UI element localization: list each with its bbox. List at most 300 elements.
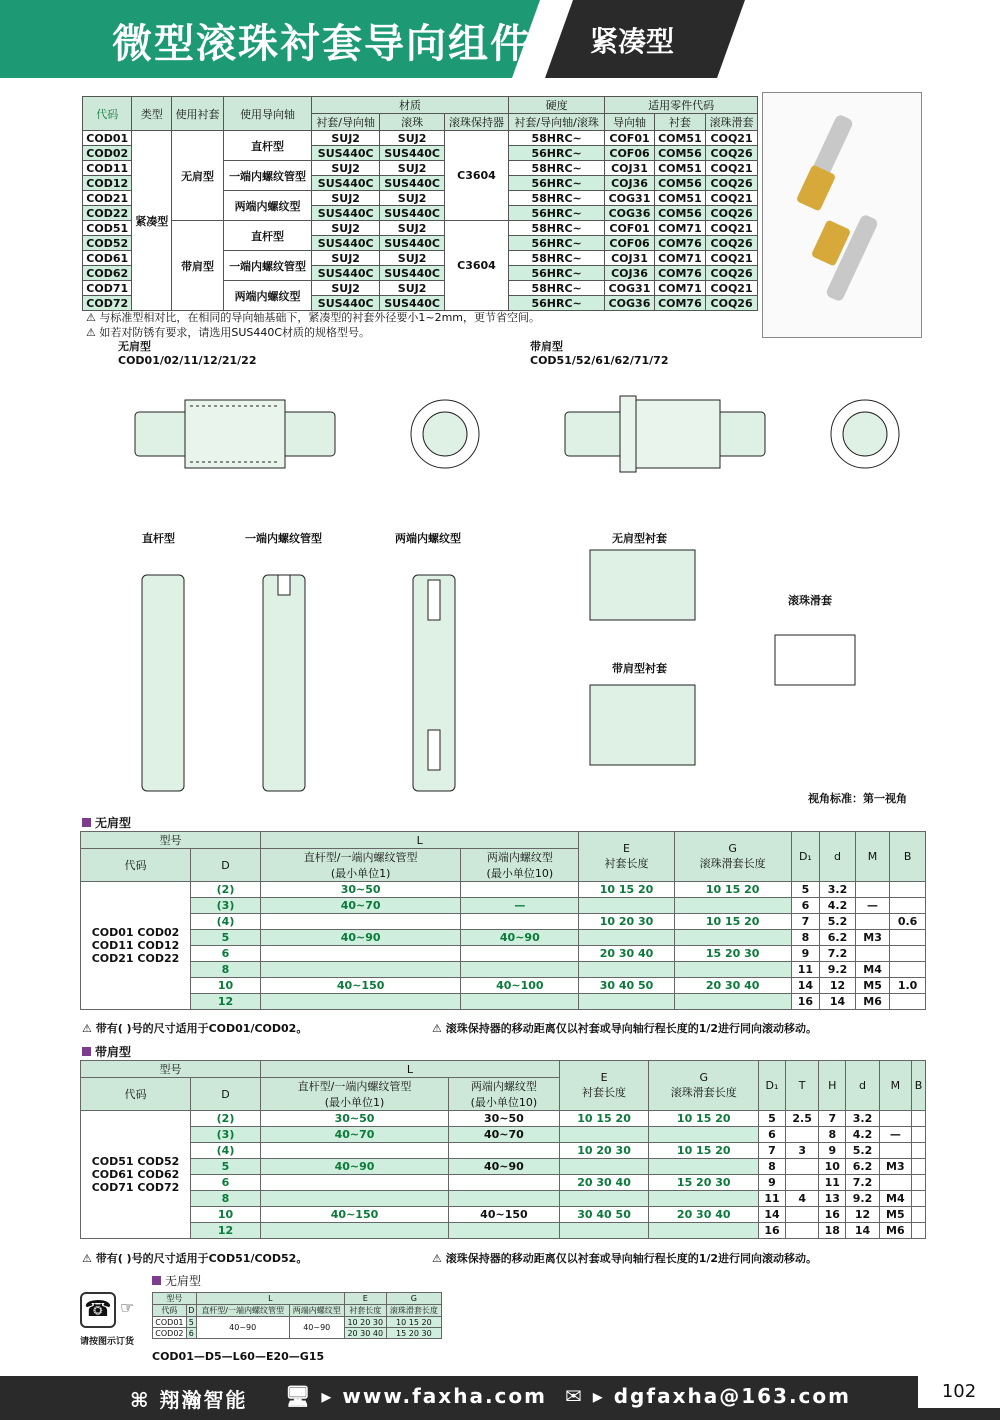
cell: SUJ2 — [380, 191, 445, 206]
cell: SUJ2 — [312, 191, 380, 206]
cell: 16 — [759, 1223, 786, 1239]
cell: 20 30 40 — [649, 1207, 759, 1223]
cell: COD72 — [83, 296, 132, 311]
col-type: 类型 — [132, 97, 172, 131]
cell — [261, 914, 461, 930]
cell: COD01 — [83, 131, 132, 146]
o-h-L2: 两端内螺纹型 — [289, 1305, 344, 1317]
cell: SUJ2 — [312, 221, 380, 236]
table-row — [81, 1191, 926, 1207]
nosh-title-text: 无肩型 — [118, 340, 151, 353]
table-row — [81, 1127, 926, 1143]
cell — [559, 1159, 648, 1175]
cell: 10 — [191, 1207, 261, 1223]
cell: 5 — [759, 1111, 786, 1127]
o-L1: 40~90 — [196, 1317, 289, 1339]
cell: (3) — [191, 1127, 261, 1143]
cell — [890, 930, 926, 946]
notes-block — [86, 310, 540, 340]
table-row — [81, 962, 926, 978]
lbl-slide: 滚珠滑套 — [788, 594, 832, 607]
h-L1-a: 直杆型/一端内螺纹管型 — [303, 851, 418, 864]
sh-codes: COD51/52/61/62/71/72 — [530, 354, 669, 367]
cell: SUS440C — [312, 176, 380, 191]
cell — [785, 1127, 819, 1143]
cell: COQ21 — [706, 131, 758, 146]
cell — [911, 1143, 925, 1159]
cell: 1.0 — [890, 978, 926, 994]
h-D: D — [191, 1078, 261, 1111]
cell: M6 — [879, 1223, 911, 1239]
cell — [559, 1127, 648, 1143]
note-text: 与标准型相对比，在相同的导向轴基础下，紧凑型的衬套外径要小1~2mm，更节省空间。 — [99, 311, 541, 324]
cell — [855, 946, 889, 962]
order-table — [152, 1292, 442, 1339]
table-row — [81, 930, 926, 946]
table-row — [81, 1143, 926, 1159]
cell: 56HRC~ — [508, 236, 604, 251]
cell: (4) — [191, 1143, 261, 1159]
cell — [785, 1207, 819, 1223]
table-row — [81, 898, 926, 914]
cell: 9 — [791, 946, 819, 962]
cell — [461, 994, 579, 1010]
cell: 58HRC~ — [508, 131, 604, 146]
note-item: ⚠ 与标准型相对比，在相同的导向轴基础下，紧凑型的衬套外径要小1~2mm，更节省空间。 — [86, 311, 541, 324]
cell: 10 15 20 — [559, 1111, 648, 1127]
cell: SUJ2 — [380, 281, 445, 296]
h-T: T — [785, 1061, 819, 1111]
cell: 20 30 40 — [579, 946, 674, 962]
cell: COJ31 — [605, 251, 654, 266]
o-E: 10 20 30 — [344, 1317, 386, 1328]
cell: 3.2 — [846, 1111, 880, 1127]
cell: 56HRC~ — [508, 266, 604, 281]
cell: 16 — [791, 994, 819, 1010]
cell — [261, 1223, 449, 1239]
h-L2 — [449, 1078, 560, 1111]
h-E-text: 衬套长度 — [604, 857, 649, 870]
table-row — [81, 994, 926, 1010]
cell: COF01 — [605, 221, 654, 236]
note-text: 带有( )号的尺寸适用于COD51/COD52。 — [95, 1252, 308, 1265]
col-bushing: 使用衬套 — [172, 97, 224, 131]
cell — [579, 898, 674, 914]
lbl-one: 一端内螺纹管型 — [245, 532, 322, 545]
o-h-G: G — [386, 1293, 441, 1305]
cell: (4) — [191, 914, 261, 930]
cell: SUJ2 — [312, 131, 380, 146]
cell: SUS440C — [312, 146, 380, 161]
h-E-letter: E — [600, 1071, 608, 1084]
cell: 40~70 — [261, 898, 461, 914]
cell: 9 — [759, 1175, 786, 1191]
cell: COJ36 — [605, 176, 654, 191]
h-H: H — [819, 1061, 846, 1111]
cell: 4.2 — [846, 1127, 880, 1143]
sh-title — [530, 338, 669, 367]
cell: 4 — [785, 1191, 819, 1207]
cell: COD52 — [83, 236, 132, 251]
cell: 58HRC~ — [508, 281, 604, 296]
lbl-bush-nosh: 无肩型衬套 — [612, 532, 667, 545]
cell — [449, 1175, 560, 1191]
cell: 11 — [819, 1175, 846, 1191]
cell — [674, 962, 791, 978]
cell: COQ26 — [706, 266, 758, 281]
cell — [261, 994, 461, 1010]
col-p-shaft: 导向轴 — [605, 114, 654, 131]
cell: SUJ2 — [380, 251, 445, 266]
h-L2 — [461, 849, 579, 882]
cell: 带肩型 — [172, 221, 224, 311]
cell: 16 — [819, 1207, 846, 1223]
cell: SUS440C — [380, 236, 445, 251]
cell: COM71 — [654, 281, 705, 296]
cell — [890, 882, 926, 898]
cell: 10 15 20 — [674, 882, 791, 898]
h-L2-a: 两端内螺纹型 — [470, 1080, 537, 1093]
cell: COQ21 — [706, 281, 758, 296]
cell: 56HRC~ — [508, 206, 604, 221]
section-title: 带肩型 — [95, 1045, 132, 1059]
pointing-hand-icon: ☞ — [120, 1298, 135, 1317]
table-row — [81, 882, 926, 898]
cell: C3604 — [445, 131, 509, 221]
web-text: www.faxha.com — [342, 1384, 547, 1408]
cell: — — [879, 1127, 911, 1143]
note-sh-b: ⚠ 滚珠保持器的移动距离仅以衬套或导向轴行程长度的1/2进行同向滚动移动。 — [432, 1252, 818, 1265]
table-no-shoulder — [80, 831, 926, 1010]
cell: 7 — [819, 1111, 846, 1127]
spec-row — [83, 131, 758, 146]
cell: 0.6 — [890, 914, 926, 930]
table-row — [81, 978, 926, 994]
cell: 紧凑型 — [132, 131, 172, 311]
section-title: 无肩型 — [165, 1274, 202, 1288]
cell: COM56 — [654, 176, 705, 191]
cell: 6 — [191, 1175, 261, 1191]
cell: SUS440C — [312, 236, 380, 251]
cell: C3604 — [445, 221, 509, 311]
cell — [785, 1223, 819, 1239]
cell: 30 40 50 — [559, 1207, 648, 1223]
lbl-bush-sh: 带肩型衬套 — [612, 662, 667, 675]
cell: 40~150 — [449, 1207, 560, 1223]
col-m-retainer: 滚珠保持器 — [445, 114, 509, 131]
h-D1: D₁ — [791, 832, 819, 882]
cell — [261, 1175, 449, 1191]
h-d: d — [846, 1061, 880, 1111]
cell — [890, 962, 926, 978]
footer — [0, 1376, 1000, 1420]
cell: COQ21 — [706, 221, 758, 236]
cell: 40~150 — [261, 1207, 449, 1223]
cell: SUS440C — [380, 146, 445, 161]
col-hardness: 硬度 — [508, 97, 604, 114]
cell: M3 — [855, 930, 889, 946]
cell: COD21 — [83, 191, 132, 206]
o-code: COD02 — [153, 1328, 187, 1339]
cell — [261, 1143, 449, 1159]
cell: 8 — [759, 1159, 786, 1175]
cell: 6 — [759, 1127, 786, 1143]
note-item: ⚠ 如若对防锈有要求，请选用SUS440C材质的规格型号。 — [86, 326, 371, 339]
cell: COG36 — [605, 296, 654, 311]
cell: COQ21 — [706, 161, 758, 176]
col-p-bush: 衬套 — [654, 114, 705, 131]
cell — [911, 1175, 925, 1191]
table-row — [81, 1207, 926, 1223]
cell: M5 — [879, 1207, 911, 1223]
cell: 10 20 30 — [559, 1143, 648, 1159]
h-L1-a: 直杆型/一端内螺纹管型 — [297, 1080, 412, 1093]
o-G: 10 15 20 — [386, 1317, 441, 1328]
cell: 30 40 50 — [579, 978, 674, 994]
cell: COM56 — [654, 146, 705, 161]
o-h-L1: 直杆型/一端内螺纹管型 — [196, 1305, 289, 1317]
cell: SUJ2 — [312, 161, 380, 176]
cell: SUJ2 — [380, 221, 445, 236]
cell: 12 — [846, 1207, 880, 1223]
lbl-straight: 直杆型 — [142, 532, 175, 545]
cell: COM51 — [654, 191, 705, 206]
cell: 5.2 — [820, 914, 856, 930]
o-G: 15 20 30 — [386, 1328, 441, 1339]
h-L2-b: (最小单位10) — [470, 1096, 538, 1109]
o-code: COD01 — [153, 1317, 187, 1328]
o-E: 20 30 40 — [344, 1328, 386, 1339]
cell: M4 — [855, 962, 889, 978]
page-header — [0, 0, 1000, 78]
cell — [559, 1223, 648, 1239]
o-h-code: 代码 — [153, 1305, 187, 1317]
cell — [461, 946, 579, 962]
h-B: B — [911, 1061, 925, 1111]
spec-table — [82, 96, 758, 311]
cell — [674, 898, 791, 914]
cell: 40~150 — [261, 978, 461, 994]
h-M: M — [879, 1061, 911, 1111]
cell: 12 — [191, 1223, 261, 1239]
cell — [559, 1191, 648, 1207]
table-row — [81, 1223, 926, 1239]
h-L1-b: (最小单位1) — [330, 867, 391, 880]
mail-text: dgfaxha@163.com — [613, 1384, 851, 1408]
cell: M5 — [855, 978, 889, 994]
cell: 40~90 — [261, 1159, 449, 1175]
note-text: 滚珠保持器的移动距离仅以衬套或导向轴行程长度的1/2进行同向滚动移动。 — [445, 1022, 818, 1035]
h-L: L — [261, 1061, 560, 1078]
cell: 9.2 — [846, 1191, 880, 1207]
cell — [579, 994, 674, 1010]
o-h-model: 型号 — [153, 1293, 197, 1305]
brand-text: 翔瀚智能 — [159, 1388, 248, 1412]
cell — [461, 914, 579, 930]
cell: (2) — [191, 1111, 261, 1127]
h-d: d — [820, 832, 856, 882]
cell: COQ26 — [706, 176, 758, 191]
cell — [890, 898, 926, 914]
h-G-letter: G — [699, 1071, 708, 1084]
o-D: 6 — [186, 1328, 196, 1339]
cell: M4 — [879, 1191, 911, 1207]
cell — [879, 1143, 911, 1159]
page-title: 微型滚珠衬套导向组件 — [112, 21, 532, 67]
cell: COD11 — [83, 161, 132, 176]
lbl-two: 两端内螺纹型 — [395, 532, 461, 545]
h-G — [674, 832, 791, 882]
cell: COG31 — [605, 191, 654, 206]
h-L1 — [261, 849, 461, 882]
col-material: 材质 — [312, 97, 509, 114]
cell: 58HRC~ — [508, 191, 604, 206]
cell: 无肩型 — [172, 131, 224, 221]
cell — [261, 962, 461, 978]
table-shoulder — [80, 1060, 926, 1239]
cell: COQ26 — [706, 296, 758, 311]
cell: SUS440C — [380, 266, 445, 281]
cell — [911, 1159, 925, 1175]
cell: COQ21 — [706, 191, 758, 206]
cell: 8 — [791, 930, 819, 946]
cell: 一端内螺纹管型 — [223, 161, 311, 191]
note-text: 滚珠保持器的移动距离仅以衬套或导向轴行程长度的1/2进行同向滚动移动。 — [445, 1252, 818, 1265]
note-text: 如若对防锈有要求，请选用SUS440C材质的规格型号。 — [99, 326, 371, 339]
h-code: 代码 — [81, 1078, 191, 1111]
cell — [649, 1223, 759, 1239]
technical-drawing — [80, 340, 922, 810]
cell: 11 — [759, 1191, 786, 1207]
cell: 10 15 20 — [579, 882, 674, 898]
cell: 20 30 40 — [559, 1175, 648, 1191]
cell: COG36 — [605, 206, 654, 221]
table-row — [81, 914, 926, 930]
cell: 40~70 — [261, 1127, 449, 1143]
cell: COD62 — [83, 266, 132, 281]
cell — [911, 1223, 925, 1239]
cell: COF06 — [605, 236, 654, 251]
cell: COJ36 — [605, 266, 654, 281]
h-G-text: 滚珠滑套长度 — [699, 857, 766, 870]
footer-web: 🖥 ▸ www.faxha.com — [285, 1384, 547, 1408]
o-h-Eb: 衬套长度 — [344, 1305, 386, 1317]
cell: SUS440C — [312, 296, 380, 311]
cell — [785, 1159, 819, 1175]
cell — [674, 994, 791, 1010]
cell: SUJ2 — [380, 161, 445, 176]
note-nosh-a: ⚠ 带有( )号的尺寸适用于COD01/COD02。 — [82, 1022, 308, 1035]
cell: 10 20 30 — [579, 914, 674, 930]
cell — [649, 1127, 759, 1143]
table-row — [81, 1175, 926, 1191]
cell: SUS440C — [380, 296, 445, 311]
cell: SUJ2 — [312, 251, 380, 266]
cell: 18 — [819, 1223, 846, 1239]
cell: 14 — [791, 978, 819, 994]
note-text: 带有( )号的尺寸适用于COD01/COD02。 — [95, 1022, 308, 1035]
col-h-sub: 衬套/导向轴/滚珠 — [508, 114, 604, 131]
h-G-letter: G — [728, 842, 737, 855]
cell: 8 — [819, 1127, 846, 1143]
cell — [911, 1191, 925, 1207]
cell: 9 — [819, 1143, 846, 1159]
cell: 15 20 30 — [674, 946, 791, 962]
cell: COM51 — [654, 161, 705, 176]
cell: (2) — [191, 882, 261, 898]
h-model: 型号 — [81, 1061, 261, 1078]
cell: 10 15 20 — [649, 1111, 759, 1127]
cell: COQ26 — [706, 236, 758, 251]
page-number: 102 — [918, 1376, 1000, 1408]
cell: 两端内螺纹型 — [223, 281, 311, 311]
cell: — — [461, 898, 579, 914]
cell: — — [855, 898, 889, 914]
cell: COM76 — [654, 266, 705, 281]
cell: 12 — [191, 994, 261, 1010]
cell — [261, 1191, 449, 1207]
cell: 10 — [819, 1159, 846, 1175]
cell: 6.2 — [820, 930, 856, 946]
cell: COD51 — [83, 221, 132, 236]
cell: 58HRC~ — [508, 161, 604, 176]
cell: 10 — [191, 978, 261, 994]
cell: 直杆型 — [223, 221, 311, 251]
o-h-Gb: 滚珠滑套长度 — [386, 1305, 441, 1317]
cell: 7 — [759, 1143, 786, 1159]
col-shaft: 使用导向轴 — [223, 97, 311, 131]
cell: 10 15 20 — [649, 1143, 759, 1159]
cell: SUS440C — [380, 176, 445, 191]
cell — [261, 946, 461, 962]
cell: COD51 COD52 COD61 COD62 COD71 COD72 — [81, 1111, 191, 1239]
order-caption: 请按图示订货 — [80, 1337, 135, 1347]
cell: COF01 — [605, 131, 654, 146]
h-E — [579, 832, 674, 882]
cell — [879, 1175, 911, 1191]
cell: 4.2 — [820, 898, 856, 914]
o-h-D: D — [188, 1306, 195, 1315]
cell: 30~50 — [261, 882, 461, 898]
cell: 7.2 — [820, 946, 856, 962]
note-nosh-b: ⚠ 滚珠保持器的移动距离仅以衬套或导向轴行程长度的1/2进行同向滚动移动。 — [432, 1022, 818, 1035]
cell: 14 — [820, 994, 856, 1010]
cell: COJ31 — [605, 161, 654, 176]
cell: 14 — [759, 1207, 786, 1223]
cell: COM56 — [654, 206, 705, 221]
h-G — [649, 1061, 759, 1111]
cell: COM51 — [654, 131, 705, 146]
nosh-title — [118, 338, 257, 367]
col-p-slide: 滚珠滑套 — [706, 114, 758, 131]
order-example: COD01—D5—L60—E20—G15 — [152, 1350, 325, 1363]
cell: 30~50 — [449, 1111, 560, 1127]
cell: 7 — [791, 914, 819, 930]
cell: 5.2 — [846, 1143, 880, 1159]
cell: 12 — [820, 978, 856, 994]
cell — [785, 1175, 819, 1191]
cell — [911, 1127, 925, 1143]
cell — [579, 962, 674, 978]
phone-icon: ☎ — [80, 1292, 116, 1328]
cell: COQ26 — [706, 146, 758, 161]
cell: 40~100 — [461, 978, 579, 994]
cell: COD22 — [83, 206, 132, 221]
o-h-L: L — [196, 1293, 344, 1305]
cell: 13 — [819, 1191, 846, 1207]
product-photo — [762, 92, 922, 338]
cell: 58HRC~ — [508, 251, 604, 266]
